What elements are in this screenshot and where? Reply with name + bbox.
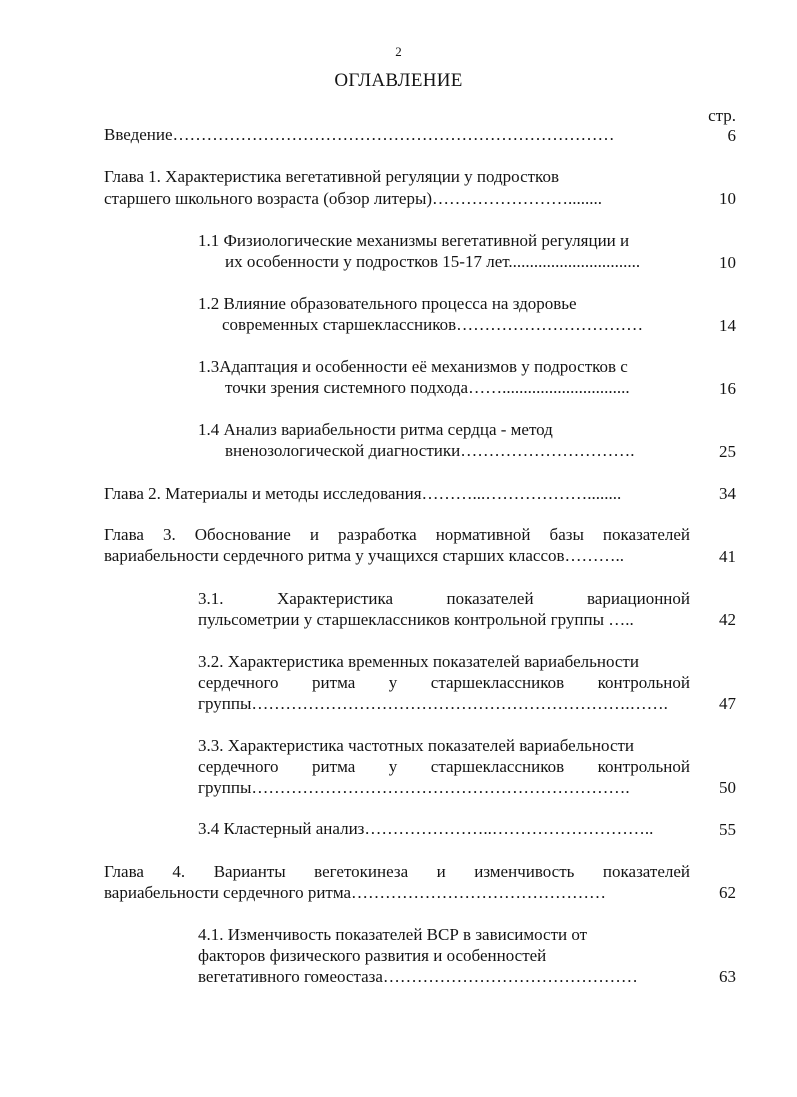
toc-page-number: 10 [719, 189, 736, 208]
toc-page-number: 6 [727, 126, 736, 145]
toc-line: Глава 2. Материалы и методы исследования………...………………........ [104, 484, 622, 503]
toc-line: сердечного ритма у старшеклассников контрольной [198, 757, 690, 776]
toc-line: 3.3. Характеристика частотных показателей вариабельности [198, 736, 635, 755]
toc-line: вариабельности сердечного ритма у учащихся старших классов……….. [104, 546, 625, 565]
toc-page-number: 62 [719, 883, 736, 902]
toc-line: вегетативного гомеостаза……………………………………… [198, 967, 638, 986]
toc-line: Введение…………………………………………………………………… [104, 125, 615, 144]
toc-page-number: 10 [719, 253, 736, 272]
toc-line: вненозологической диагностики…………………………. [225, 441, 635, 460]
toc-page-number: 34 [719, 484, 736, 503]
toc-line: Глава 3. Обоснование и разработка нормативной базы показателей [104, 525, 690, 544]
page-title: ОГЛАВЛЕНИЕ [334, 70, 463, 91]
toc-line: сердечного ритма у старшеклассников контрольной [198, 673, 690, 692]
toc-line: пульсометрии у старшеклассников контрольной группы ….. [198, 610, 634, 629]
toc-line: 3.2. Характеристика временных показателей вариабельности [198, 652, 639, 671]
toc-line: 1.4 Анализ вариабельности ритма сердца - метод [198, 420, 553, 439]
toc-page-number: 16 [719, 379, 736, 398]
toc-line: старшего школьного возраста (обзор литеры)……………………........ [104, 189, 603, 208]
toc-page-number: 47 [719, 694, 736, 713]
toc-page-number: 42 [719, 610, 736, 629]
page-number: 2 [395, 44, 402, 59]
toc-line: Глава 4. Варианты вегетокинеза и изменчивость показателей [104, 862, 690, 881]
toc-line: точки зрения системного подхода…….............................. [225, 378, 630, 397]
toc-page-number: 50 [719, 778, 736, 797]
toc-page-number: 41 [719, 547, 736, 566]
toc-line: вариабельности сердечного ритма……………………………………… [104, 883, 607, 902]
toc-line: 1.1 Физиологические механизмы вегетативной регуляции и [198, 231, 630, 250]
toc-line: 4.1. Изменчивость показателей ВСР в зависимости от [198, 925, 588, 944]
toc-page-number: 25 [719, 442, 736, 461]
toc-line: Глава 1. Характеристика вегетативной регуляции у подростков [104, 167, 559, 186]
toc-line: их особенности у подростков 15-17 лет............................... [225, 252, 641, 271]
toc-page-number: 63 [719, 967, 736, 986]
toc-line: 1.2 Влияние образовательного процесса на здоровье [198, 294, 577, 313]
toc-line: факторов физического развития и особенностей [198, 946, 547, 965]
toc-line: 1.3Адаптация и особенности её механизмов у подростков с [198, 357, 628, 376]
toc-line: группы…………………………………………………………. [198, 778, 630, 797]
toc-page-number: 55 [719, 820, 736, 839]
toc-line: 3.1. Характеристика показателей вариационной [198, 589, 690, 608]
toc-line: группы………………………………………………………….……. [198, 694, 668, 713]
toc-line: 3.4 Кластерный анализ…………………..……………………….. [198, 819, 654, 838]
pages-column-header: стр. [708, 106, 736, 125]
toc-line: современных старшеклассников…………………………… [222, 315, 644, 334]
toc-page-number: 14 [719, 316, 736, 335]
